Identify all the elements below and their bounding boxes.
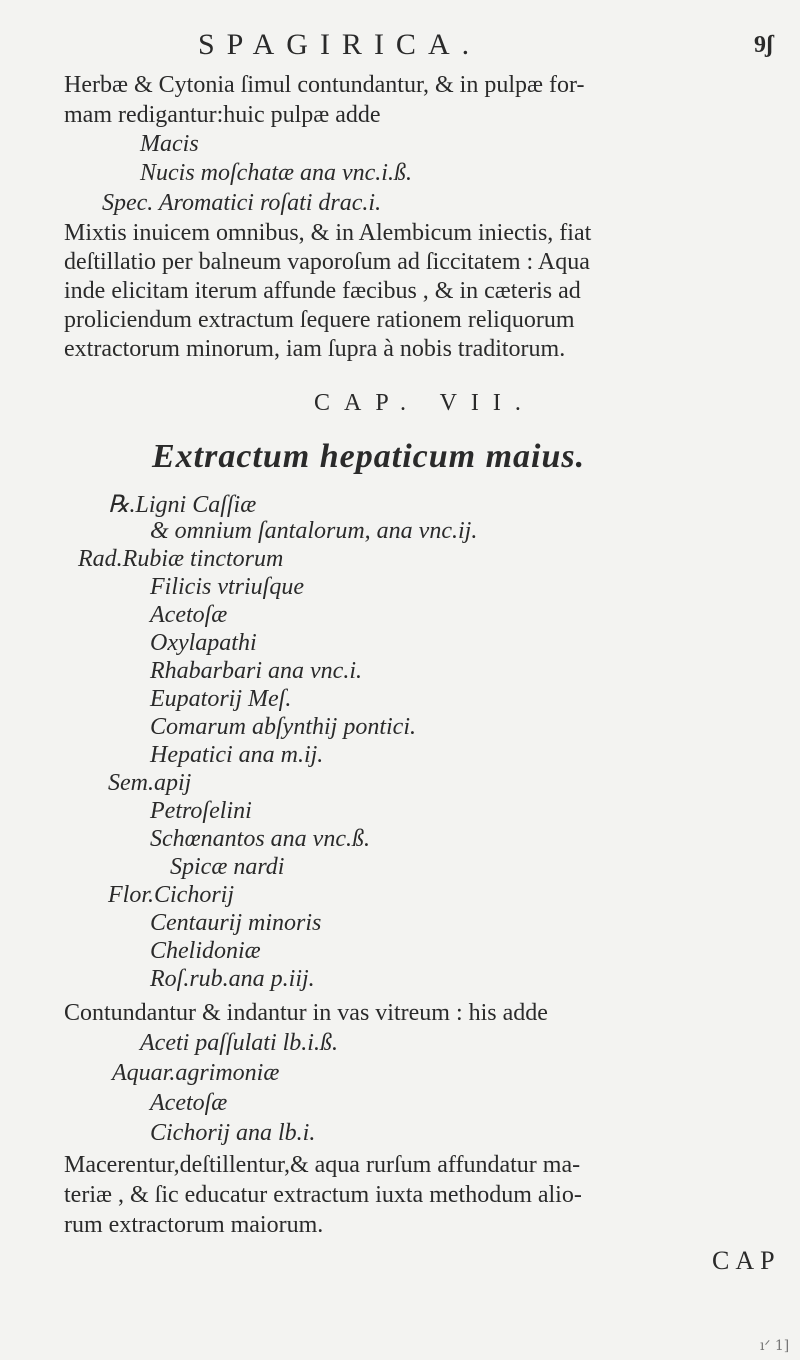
page-number: 9ʃ: [754, 32, 774, 58]
text-line: extractorum minorum, iam ſupra à nobis traditorum.: [64, 336, 566, 362]
ingredient-line: Cichorij ana lb.i.: [150, 1120, 316, 1146]
recipe-item: Schœnantos ana vnc.ß.: [150, 826, 370, 852]
recipe-item: Sem.apij: [108, 770, 192, 796]
chapter-number: CAP. VII.: [314, 390, 535, 416]
text-line: teriæ , & ſic educatur extractum iuxta methodum alio-: [64, 1182, 582, 1208]
recipe-item: Flor.Cichorij: [108, 882, 235, 908]
text-line: Contundantur & indantur in vas vitreum : his adde: [64, 1000, 548, 1026]
recipe-item: Chelidoniæ: [150, 938, 261, 964]
recipe-item: Comarum abſynthij pontici.: [150, 714, 416, 740]
ingredient-line: Aquar.agrimoniæ: [112, 1060, 280, 1086]
recipe-item: Spicæ nardi: [170, 854, 285, 880]
footer-mark: ıᐟ 1]: [760, 1338, 790, 1354]
text-line: Herbæ & Cytonia ſimul contundantur, & in pulpæ for-: [64, 72, 585, 98]
text-line: proliciendum extractum ſequere rationem reliquorum: [64, 307, 575, 333]
ingredient-line: Aceti paſſulati lb.i.ß.: [140, 1030, 338, 1056]
recipe-item: Hepatici ana m.ij.: [150, 742, 324, 768]
ingredient-line: Nucis moſchatæ ana vnc.i.ß.: [140, 160, 412, 186]
text-line: deſtillatio per balneum vaporoſum ad ſiccitatem : Aqua: [64, 249, 590, 275]
recipe-item: Acetoſæ: [150, 602, 228, 628]
recipe-item: Filicis vtriuſque: [150, 574, 304, 600]
catchword: CAP: [712, 1246, 781, 1275]
recipe-item: Rhabarbari ana vnc.i.: [150, 658, 362, 684]
recipe-item: Rad.Rubiæ tinctorum: [78, 546, 284, 572]
text-line: inde elicitam iterum affunde fæcibus , & in cæteris ad: [64, 278, 581, 304]
recipe-item: & omnium ſantalorum, ana vnc.ij.: [150, 518, 478, 544]
recipe-item: Centaurij minoris: [150, 910, 322, 936]
ingredient-line: Spec. Aromatici roſati drac.i.: [102, 190, 382, 216]
recipe-item: Oxylapathi: [150, 630, 257, 656]
ingredient-line: Acetoſæ: [150, 1090, 228, 1116]
recipe-item: Petroſelini: [150, 798, 252, 824]
text-line: Macerentur,deſtillentur,& aqua rurſum affundatur ma-: [64, 1152, 581, 1178]
text-line: rum extractorum maiorum.: [64, 1212, 324, 1238]
recipe-item: Eupatorij Meſ.: [150, 686, 292, 712]
page-header: [0, 28, 800, 68]
text-line: mam redigantur:huic pulpæ adde: [64, 102, 381, 128]
chapter-title: Extractum hepaticum maius.: [152, 438, 586, 475]
running-head: SPAGIRICA.: [198, 28, 482, 61]
recipe-item: ℞.Ligni Caſſiæ: [108, 492, 257, 518]
ingredient-line: Macis: [140, 131, 199, 157]
text-line: Mixtis inuicem omnibus, & in Alembicum iniectis, fiat: [64, 220, 592, 246]
recipe-item: Roſ.rub.ana p.iij.: [150, 966, 315, 992]
